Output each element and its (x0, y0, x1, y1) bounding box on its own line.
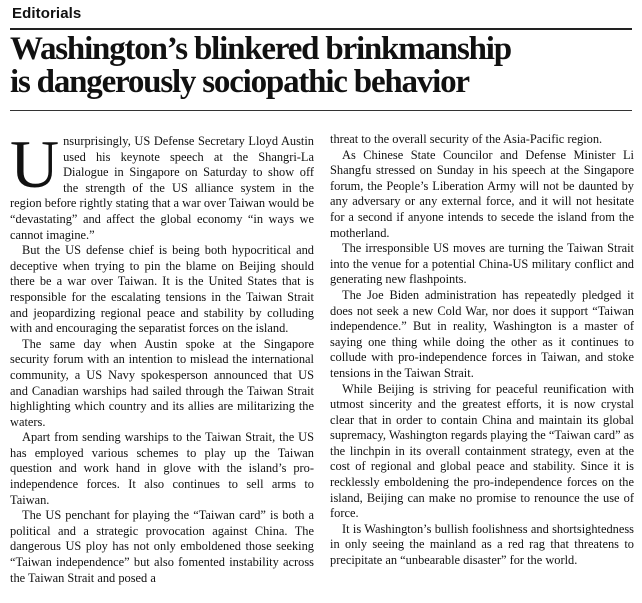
paragraph: Apart from sending warships to the Taiwan Strait, the US has employed various schemes to play up the Taiwan question and work hand in glove with the island’s pro-independence forces. It also continues to sell arms to Taiwan. (10, 430, 314, 507)
paragraph: As Chinese State Councilor and Defense Minister Li Shangfu stressed on Sunday in his speech at the Singapore forum, the People’s Liberation Army will not be daunted by any adversary or any external force, and it will not hesitate for a second if anyone intends to secede the island from the motherland. (330, 147, 634, 240)
article-column-left (10, 126, 314, 586)
section-divider (10, 28, 632, 30)
paragraph: The Joe Biden administration has repeatedly pledged it does not seek a new Cold War, nor does it support “Taiwan independence.” But in reality, Washington is a master of saying one thing while doing the other as it continues to collude with pro-independence forces in Taiwan, and stoke tensions in the Taiwan Strait. (330, 287, 634, 380)
headline-line-1: Washington’s blinkered brinkmanship (10, 31, 511, 67)
paragraph: While Beijing is striving for peaceful reunification with utmost sincerity and the greatest efforts, it is now crystal clear that in order to contain China and maintain its global supremacy, Washington regards playing the “Taiwan card” as the linchpin in its overall containment strategy, even at the cost of regional and global peace and stability. Since it is recklessly emboldening the pro-independence forces on the island, Beijing can make no promise to renounce the use of force. (330, 381, 635, 521)
article-column-right (330, 132, 634, 569)
drop-cap: U (10, 126, 60, 202)
paragraph-text: nsurprisingly, US Defense Secretary Lloyd Austin used his keynote speech at the Shangri-La Dialogue in Singapore on Saturday to show off the strength of the US alliance system in the region before rightly stating that a war over Taiwan would be “devastating” and affect the global economy “in ways we cannot imagine.” (10, 134, 314, 242)
paragraph: The US penchant for playing the “Taiwan card” is both a political and a strategic provocation against China. The dangerous US ploy has not only emboldened those seeking “Taiwan independence” but also fomented instability across the Taiwan Strait and posed a (10, 508, 314, 585)
paragraph: It is Washington’s bullish foolishness and shortsightedness in only seeing the mainland as a red rag that threatens to precipitate an “unbearable disaster” for the world. (330, 521, 634, 568)
paragraph-continued: threat to the overall security of the Asia-Pacific region. (330, 132, 603, 146)
paragraph (10, 126, 314, 243)
section-label: Editorials (12, 5, 82, 22)
headline-line-2: is dangerously sociopathic behavior (10, 64, 469, 100)
paragraph: The irresponsible US moves are turning the Taiwan Strait into the venue for a potential China-US military conflict and generating new flashpoints. (330, 241, 634, 287)
headline (10, 33, 630, 99)
paragraph: The same day when Austin spoke at the Singapore security forum with an intention to mislead the international community, a US Navy spokesperson announced that US and Canadian warships had sailed through the Taiwan Strait highlighting which country and its allies are militarizing the waters. (10, 336, 314, 429)
headline-divider (10, 110, 632, 111)
paragraph: But the US defense chief is being both hypocritical and deceptive when trying to pin the blame on Beijing should there be a war over Taiwan. It is the United States that is responsible for the escalating tensions in the Taiwan Strait and jeopardizing regional peace and stability by colluding with and encouraging the separatist forces on the island. (10, 243, 314, 336)
